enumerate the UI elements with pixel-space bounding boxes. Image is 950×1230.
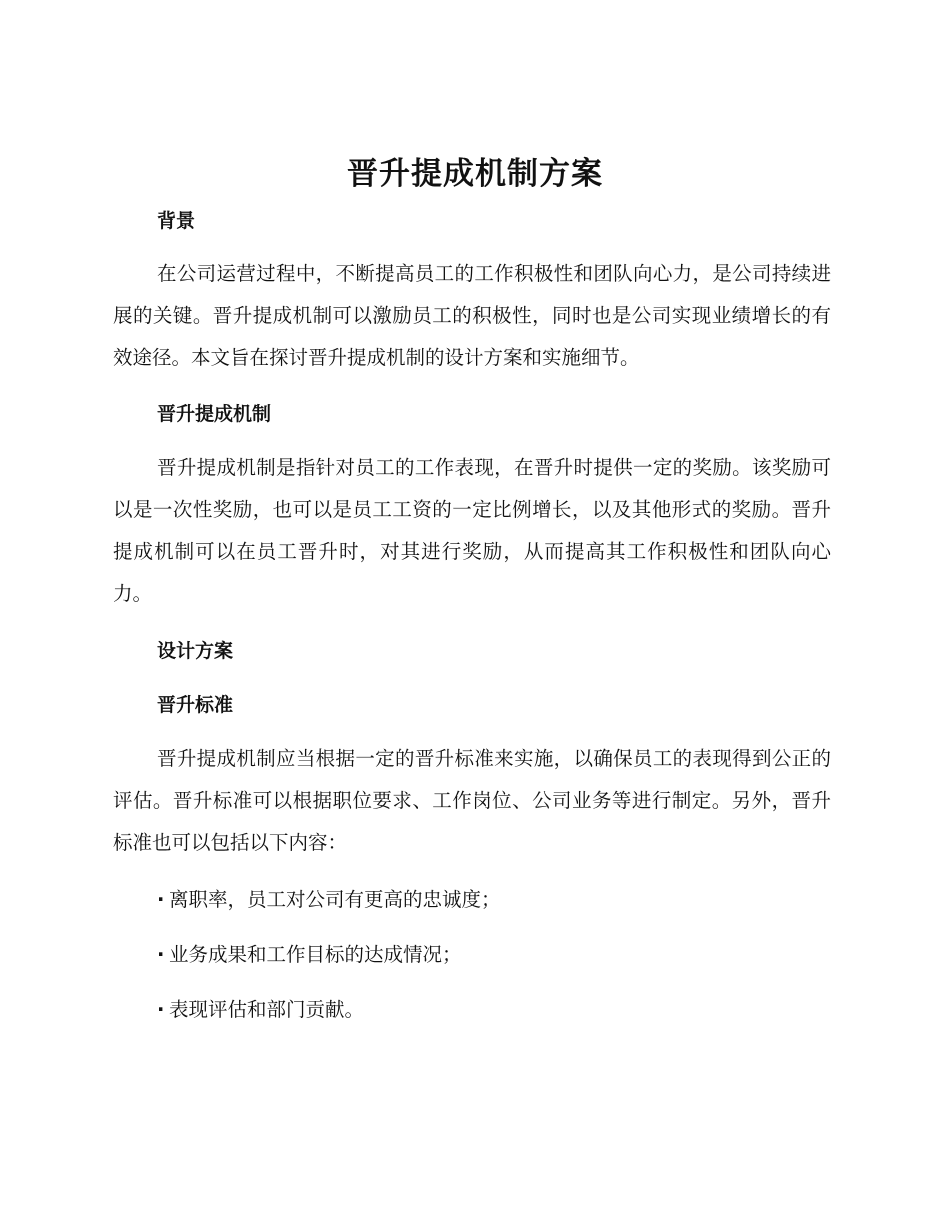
paragraph-standards: 晋升提成机制应当根据一定的晋升标准来实施，以确保员工的表现得到公正的评估。晋升标准可以根据职位要求、工作岗位、公司业务等进行制定。另外，晋升标准也可以包括以下内容： <box>113 747 831 854</box>
section-heading-design: 设计方案 <box>157 640 234 662</box>
paragraph-background: 在公司运营过程中，不断提高员工的工作积极性和团队向心力，是公司持续进展的关键。晋升提成机制可以激励员工的积极性，同时也是公司实现业绩增长的有效途径。本文旨在探讨晋升提成机制的设计方案和实施细节。 <box>113 262 831 369</box>
list-item-text: 表现评估和部门贡献。 <box>169 998 365 1021</box>
document-title: 晋升提成机制方案 <box>347 156 603 192</box>
bullet-icon: · <box>157 888 165 911</box>
section-heading-standards: 晋升标准 <box>157 694 234 716</box>
section-heading-background: 背景 <box>157 210 196 232</box>
list-item <box>157 885 501 915</box>
paragraph-mechanism: 晋升提成机制是指针对员工的工作表现，在晋升时提供一定的奖励。该奖励可以是一次性奖励，也可以是员工工资的一定比例增长，以及其他形式的奖励。晋升提成机制可以在员工晋升时，对其进行奖励，从而提高其工作积极性和团队向心力。 <box>113 456 831 605</box>
list-item <box>157 995 364 1025</box>
bullet-icon: · <box>157 943 165 966</box>
section-heading-mechanism: 晋升提成机制 <box>157 403 272 425</box>
bullet-icon: · <box>157 998 165 1021</box>
list-item-text: 离职率，员工对公司有更高的忠诚度； <box>169 888 501 911</box>
list-item <box>157 940 462 970</box>
list-item-text: 业务成果和工作目标的达成情况； <box>169 943 462 966</box>
